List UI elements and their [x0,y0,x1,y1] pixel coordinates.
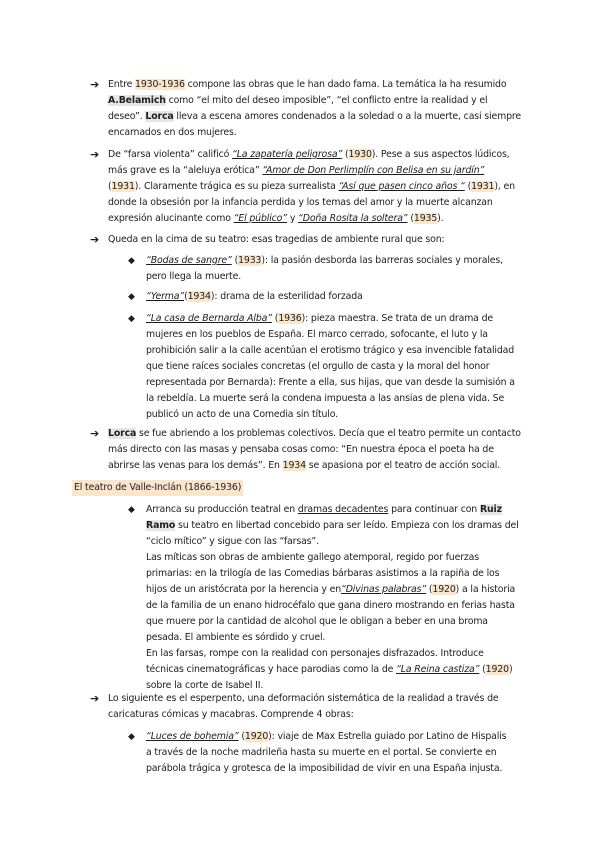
diamond-bullet-icon: ◆ [128,256,135,266]
diamond-bullet-icon: ◆ [128,292,135,302]
arrow-bullet-icon: ➔ [90,148,100,161]
arrow-bullet-icon: ➔ [90,233,100,246]
arrow-bullet-icon: ➔ [90,427,100,440]
diamond-bullet-icon: ◆ [128,505,135,515]
diamond-bullet-icon: ◆ [128,314,135,324]
section-heading: El teatro de Valle-Inclán (1866-1936) [72,480,243,496]
arrow-bullet-icon: ➔ [90,78,100,91]
document-page: ➔ Entre 1930-1936 compone las obras que le han dado fama. La temática la ha resumido A.Belamich como “el mito del deseo imposible”, “el conflicto entre la realidad y el deseo”. Lorca lleva a escena amores condenados a la soledad o a la muerte, casi siempre encarnados en dos mujeres. ➔ De “farsa violenta” calificó “La zapatería peligrosa” (1930). Pese a sus aspectos lúdicos, más grave es la “aleluya erótica” “Amor de Don Perlimplín con Belisa en su jardín” (1931). Claramente trágica es su pieza surrealista “Así que pasen cinco años “ (1931), en donde la obsesión por la infancia perdida y los temas del amor y la muerte alcanzan expresión alucinante como “El público” y “Doña Rosita la soltera” (1935). ➔ Queda en la cima de su teatro: esas tragedias de ambiente rural que son: ◆ “Bodas de sangre” (1933): la pasión desborda las barreras sociales y morales, pero llega la muerte. ◆ “Yerma”(1934): drama de la esterilidad forzada ◆ “La casa de Bernarda Alba” (1936): pieza maestra. Se trata de un drama de mujeres en los pueblos de España. El marco cerrado, sofocante, el luto y la prohibición salir a la calle acentúan el erotismo trágico y esa invencible fatalidad que tiene raíces sociales concretas (el orgullo de casta y la moral del honor representada por Bernarda): Frente a ella, sus hijas, que van desde la sumisión a la rebeldía. La muerte será la condena impuesta a las ansias de plena vida. Se publicó un acto de una Comedia sin título. ➔ Lorca se fue abriendo a los problemas colectivos. Decía que el teatro permite un contacto más directo con las masas y pensaba cosas como: “En nuestra época el poeta ha de abrirse las venas para los demás”. En 1934 se apasiona por el teatro de acción social. El teatro de Valle-Inclán (1866-1936) ◆ Arranca su producción teatral en dramas decadentes para continuar con Ruiz Ramo su teatro en libertad concebido para ser leído. Empieza con los dramas del “ciclo mítico” y sigue con las “farsas”. Las míticas son obras de ambiente gallego atemporal, regido por fuerzas primarias: en la trilogía de las Comedias bárbaras asistimos a la rapiña de los hijos de un aristócrata por la herencia y en“Divinas palabras” (1920) a la historia de la familia de un enano hidrocéfalo que gana dinero mostrando en ferias hasta que muere por la cantidad de alcohol que le obligan a beber en una broma pesada. El ambiente es sórdido y cruel. En las farsas, rompe con la realidad con personajes disfrazados. Introduce técnicas cinematográficas y hace parodias como la de “La Reina castiza” (1920) sobre la corte de Isabel II. ➔ Lo siguiente es el esperpento, una deformación sistemática de la realidad a través de caricaturas cómicas y macabras. Comprende 4 obras: ◆ “Luces de bohemia” (1920): viaje de Max Estrella guiado por Latino de Hispalis a través de la noche madrileña hasta su muerte en el portal. Se convierte en parábola trágica y grotesca de la imposibilidad de vivir en una España injusta. [74,78,522,774]
arrow-bullet-icon: ➔ [90,692,100,705]
diamond-bullet-icon: ◆ [128,732,135,742]
